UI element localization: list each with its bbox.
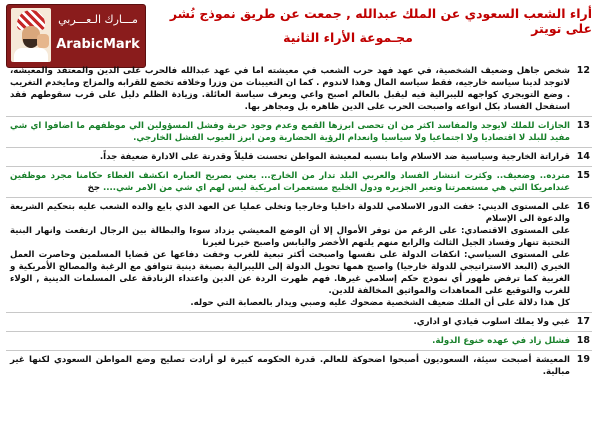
item-number: 17 [576, 316, 590, 327]
item-number: 15 [576, 170, 590, 181]
logo-arabic-text: مـــارك الـعـــربي [58, 13, 138, 26]
item-line-conclusion: كل هذا دلالة على أن الملك ضعيف الشخصية مضحوك عليه وصبي ويدار بالعصابة التي حوله. [190, 298, 570, 308]
item-number: 16 [576, 201, 590, 212]
four-finger-salute-icon [37, 34, 49, 48]
list-item [6, 62, 592, 117]
item-line-religious: على المستوى الديني: خفت الدور الاسلامي للدولة داخليا وخارجيا وتخلى عمليا عن العهد الذي بايع والده الشعب عليه بتحكيم الشريعة والدعوة الى الإسلام [10, 202, 570, 224]
list-item [6, 117, 592, 148]
avatar [11, 8, 51, 62]
item-text-black: جخ [87, 183, 101, 193]
item-number: 19 [576, 354, 590, 365]
item-text [10, 198, 570, 312]
item-text [10, 167, 570, 197]
item-line-economic: على المستوى الاقتصادي: على الرغم من توفر الأموال إلا أن الوضع المعيشي يزداد سوءا والبطالة بين الرجال ارتفعت وانهار البنية التحتية تنهار وفساد الجيل الثالث والرابع منهم يلتهم الأخضر واليابس واصبح خيرنا لغيرنا [10, 226, 570, 248]
page-title: أراء الشعب السعودي عن الملك عبدالله , جمعت عن طريق نموذج نُشر على تويتر [169, 6, 592, 36]
item-text-green: مترده.. وضعيف.. وكثرت انتشار الفساد والعربي البلد تدار من الخارج... يعني بصريح العباره انكشف الغطاء حكامنا مجرد موظفين عندامريكا التي هي مستعمرتنا وتعبر الجزيره ودول الخليج مستعمرات امريكية ليس لهم اي شي من الامر شي.... [10, 171, 570, 193]
opinions-list [6, 62, 592, 381]
arabicmark-logo [6, 4, 146, 68]
item-text: غبي ولا يملك اسلوب قيادي او اداري. [413, 317, 570, 327]
list-item [6, 332, 592, 351]
page-subtitle: مجـموعة الأراء الثانية [283, 30, 413, 45]
item-line-political: على المستوى السياسي: انكفات الدولة على نفسها واصبحت أكثر تبعية للغرب وخفت دفاعها عن قضايا المسلمين وحاصرت العمل الخيري (البعد الاستراتيجي للدولة خارجيا) واصبح همها تحويل الدولة إلى الليبرالية بصبغة دينية تتوافق مع الرغبة والمصالح الأمريكية و الغربية كما ترفض ظهور أي نموذج حكم إسلامي غيرها. فهم ظهرت الردة عن الدين واعتداء الزنادقة على المسلمات الدينية , الولاء للغرب والتوقيع على المعاهدات والمواثيق المخالفة للدين. [10, 250, 570, 296]
item-text: الجازات للملك لايوجد والمفاسد اكثر من ان تحصى ابرزها القمع وعدم وجود حرية وفشل المسؤولين الي موظفهم ما اضافوا اي شي مفيد للبلد لا اقتصاديا ولا اجتماعيا ولا سياسيا وانعدام الرؤية الحضارية ومن ابرز العيوب الفشل الخارجي. [10, 121, 570, 143]
list-item [6, 198, 592, 313]
item-number: 13 [576, 120, 590, 131]
item-text: المعيشة أصبحت سيئة، السعوديون أصبحوا اضحوكة للعالم. قدرة الحكومه كبيرة لو أرادت تصليح وضع المواطن السعودي لكنها غير مبالية. [10, 355, 570, 377]
list-item [6, 167, 592, 198]
item-text: شخص جاهل وضعيف الشخصية، في عهد فهد حرب الشعب في معيشته اما في عهد عبدالله فالحرب على الدين والمعتقد والمعيشه، لاتوجد لدينا سياسه خارجيه، فقط سياسه المال وهذا لاندوم . كما ان التعيينات من وزرا وخلافه تخضع للقرابه والمزاج ومايخدم التغريب . وضع التويجري كواجهه لليبرالية فيه ليقبل بالعالم اصبح واعي ويعرف سياسة العائلة. وزيادة الظلم دليل على قرب سقوطهم فقد استفحل الفساد بكل انواعه واصبحت الحرب على الدين ظاهره بل ومجاهر بها. [9, 66, 570, 112]
item-number: 14 [576, 151, 590, 162]
logo-english-text: ArabicMark [56, 37, 140, 52]
list-item [6, 351, 592, 381]
list-item [6, 148, 592, 167]
item-number: 18 [576, 335, 590, 346]
item-text: فشلل زاد في عهده خنوع الدولة. [432, 336, 570, 346]
list-item [6, 313, 592, 332]
item-text: قراراتة الخارجية وسياسية ضد الاسلام واما بنسبه لمعيشة المواطن تحسنت قليلاً وقدرتة على الادارة ضعيفة جداً. [99, 152, 570, 162]
item-number: 12 [576, 65, 590, 76]
